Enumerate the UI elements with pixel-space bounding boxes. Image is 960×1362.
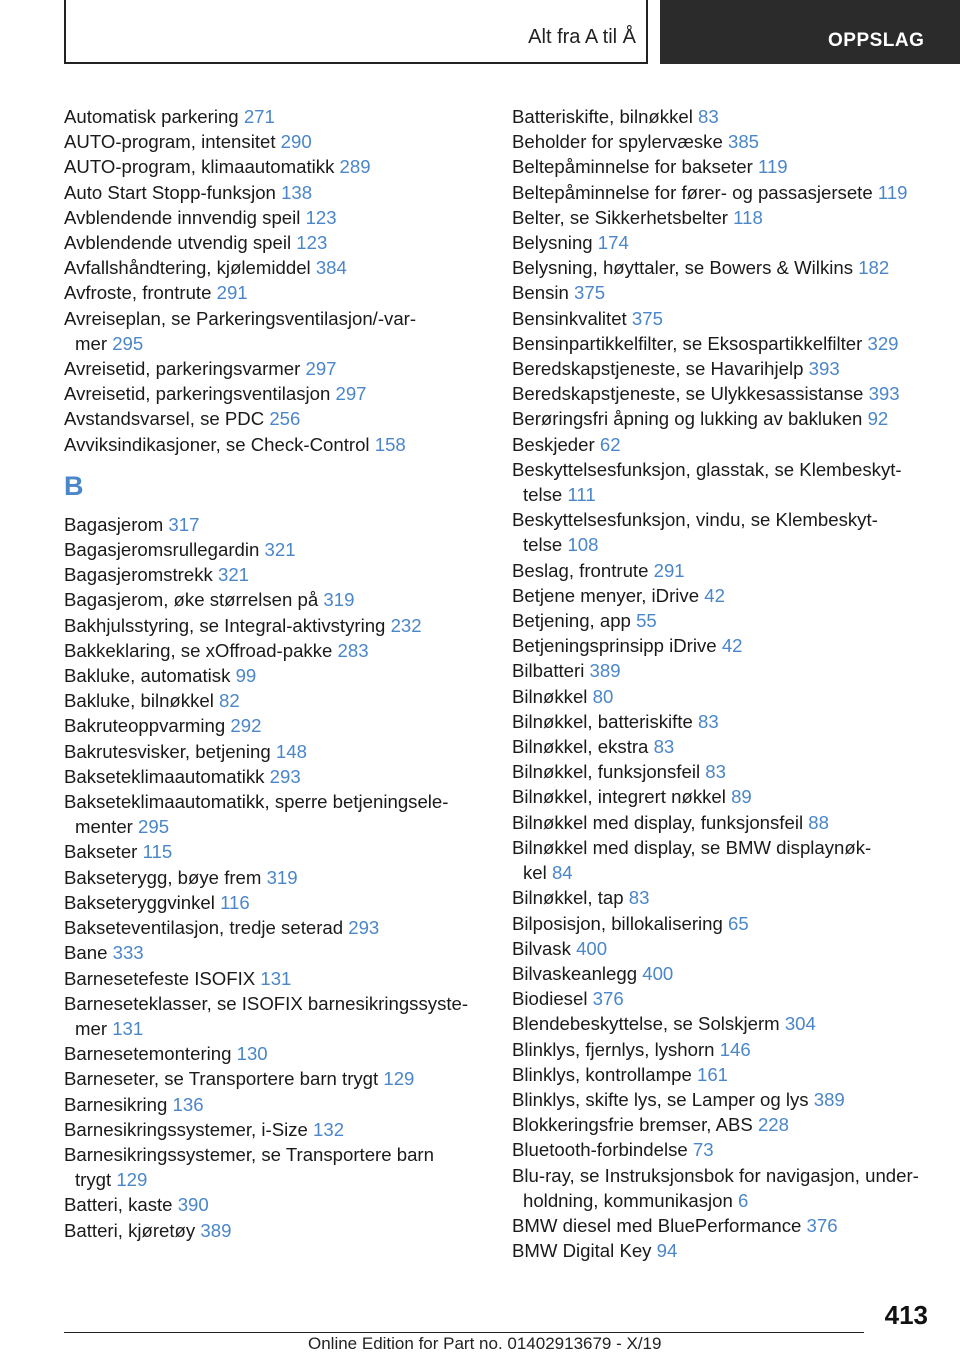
- index-entry-text: Avreisetid, parkeringsvarmer: [64, 358, 301, 380]
- index-column-right: [512, 104, 932, 1263]
- index-entry-text: Avblendende utvendig speil: [64, 232, 292, 254]
- index-entry-text: Bakhjulsstyring, se Integral-aktivstyring: [64, 614, 386, 636]
- index-page-link[interactable]: 132: [313, 1118, 345, 1140]
- index-page-link[interactable]: 123: [305, 206, 337, 228]
- index-page-link[interactable]: 111: [567, 484, 596, 506]
- index-entry-text: Bensinpartikkelfilter, se Eksospartikkelfilter: [512, 332, 863, 354]
- index-entry-text: BMW diesel med BluePerformance: [512, 1214, 802, 1236]
- index-page-link[interactable]: 389: [200, 1219, 232, 1241]
- index-page-link[interactable]: 92: [867, 408, 889, 430]
- index-entry-text: Berøringsfri åpning og lukking av bakluken: [512, 408, 863, 430]
- index-entry-text: Batteri, kjøretøy: [64, 1219, 196, 1241]
- index-entry-text: Betjeningsprinsipp iDrive: [512, 635, 717, 657]
- index-page-link[interactable]: 130: [236, 1043, 268, 1065]
- index-entry: [512, 583, 932, 608]
- index-page-link[interactable]: 115: [142, 841, 173, 863]
- index-entry-text: kel: [523, 862, 547, 884]
- index-page-link[interactable]: 65: [728, 912, 749, 934]
- index-page-link[interactable]: 55: [636, 610, 657, 632]
- index-entry: [512, 1213, 932, 1238]
- index-entry-text: telse: [523, 534, 563, 556]
- index-entry-text: Bagasjerom: [64, 513, 164, 535]
- index-entry: [512, 457, 932, 507]
- index-page-link[interactable]: 292: [230, 715, 262, 737]
- index-entry-text: AUTO-program, klimaautomatikk: [64, 156, 335, 178]
- index-entry: [512, 709, 932, 734]
- index-entry: [64, 966, 484, 991]
- index-entry-text: Bakrutesvisker, betjening: [64, 740, 271, 762]
- index-entry-text: Bilvaskeanlegg: [512, 962, 638, 984]
- index-entry-text: Belysning, høyttaler, se Bowers & Wilkins: [512, 257, 854, 279]
- index-entry: [64, 1041, 484, 1066]
- index-entry: [512, 608, 932, 633]
- index-entry: [64, 280, 484, 305]
- index-page-link[interactable]: 82: [219, 690, 240, 712]
- index-entry-text: Blendebeskyttelse, se Solskjerm: [512, 1013, 780, 1035]
- index-entry-text: Bane: [64, 942, 108, 964]
- index-entry: [64, 764, 484, 789]
- index-entry-text: Avviksindikasjoner, se Check-Control: [64, 433, 370, 455]
- index-entry-text: Bagasjeromsrullegardin: [64, 539, 260, 561]
- index-entry-text: Bakseteventilasjon, tredje seterad: [64, 917, 344, 939]
- index-entry: [64, 180, 484, 205]
- index-entry-text: Bakseteklimaautomatikk: [64, 765, 265, 787]
- index-entry-text: Beholder for spylervæske: [512, 131, 723, 153]
- index-entry-text: Barnesetemontering: [64, 1043, 232, 1065]
- index-entry-text: Avblendende innvendig speil: [64, 206, 301, 228]
- index-entry: [512, 230, 932, 255]
- index-entry-text: Bilnøkkel, funksjonsfeil: [512, 761, 701, 783]
- index-page-link[interactable]: 138: [281, 181, 313, 203]
- index-entry-text: Barneseter, se Transportere barn trygt: [64, 1068, 379, 1090]
- index-entry-text: Bilnøkkel med display, funksjonsfeil: [512, 811, 804, 833]
- index-entry-text: Avreisetid, parkeringsventilasjon: [64, 383, 331, 405]
- index-page-link[interactable]: 289: [339, 156, 371, 178]
- index-page-link[interactable]: 232: [390, 614, 422, 636]
- index-entry-text: Bilnøkkel med display, se BMW displaynøk-: [512, 836, 872, 858]
- index-entry-text: Bakluke, automatisk: [64, 665, 231, 687]
- index-page-link[interactable]: 256: [269, 408, 301, 430]
- index-page-link[interactable]: 393: [808, 358, 840, 380]
- index-page-link[interactable]: 400: [576, 937, 608, 959]
- index-page-link[interactable]: 123: [296, 232, 328, 254]
- index-entry: [64, 739, 484, 764]
- index-entry-text: Beltepåminnelse for fører- og passasjersete: [512, 181, 873, 203]
- index-entry-text: Barnesetefeste ISOFIX: [64, 967, 256, 989]
- index-page-link[interactable]: 297: [335, 383, 367, 405]
- index-entry-text: Bilnøkkel, tap: [512, 887, 624, 909]
- index-page-link[interactable]: 295: [112, 332, 144, 354]
- index-page-link[interactable]: 329: [867, 332, 899, 354]
- index-entry: [64, 512, 484, 537]
- index-page-link[interactable]: 148: [275, 740, 307, 762]
- index-entry: [512, 129, 932, 154]
- index-page-link[interactable]: 146: [719, 1038, 751, 1060]
- index-page-link[interactable]: 400: [642, 962, 674, 984]
- index-page-link[interactable]: 83: [628, 887, 650, 909]
- index-page-link[interactable]: 385: [728, 131, 760, 153]
- index-entry-text: Barneseteklasser, se ISOFIX barnesikringssyste-: [64, 992, 469, 1014]
- index-entry-text: trygt: [75, 1169, 112, 1191]
- index-page-link[interactable]: 88: [808, 811, 829, 833]
- index-entry: [64, 1192, 484, 1217]
- index-entry: [64, 230, 484, 255]
- index-page-link[interactable]: 375: [574, 282, 606, 304]
- index-entry-text: Bagasjeromstrekk: [64, 564, 213, 586]
- index-entry: [64, 562, 484, 587]
- index-page-link[interactable]: 83: [698, 710, 719, 732]
- index-entry-text: Beltepåminnelse for bakseter: [512, 156, 753, 178]
- index-entry-text: AUTO-program, intensitet: [64, 131, 276, 153]
- index-entry: [512, 154, 932, 179]
- index-entry: [64, 865, 484, 890]
- index-entry-text: Avreiseplan, se Parkeringsventilasjon/-var-: [64, 307, 417, 329]
- index-page-link[interactable]: 321: [264, 539, 296, 561]
- index-entry-text: Barnesikringssystemer, se Transportere barn: [64, 1143, 434, 1165]
- index-entry-text: Beslag, frontrute: [512, 559, 649, 581]
- index-entry-text: Blokkeringsfrie bremser, ABS: [512, 1114, 753, 1136]
- index-entry: [512, 381, 932, 406]
- index-page-link[interactable]: 293: [348, 917, 380, 939]
- index-entry-text: Batteriskifte, bilnøkkel: [512, 106, 693, 127]
- index-page-link[interactable]: 99: [235, 665, 257, 687]
- index-entry-text: Bilbatteri: [512, 660, 585, 682]
- index-page-link[interactable]: 116: [220, 891, 250, 913]
- index-page-link[interactable]: 376: [592, 988, 624, 1010]
- index-page-link[interactable]: 42: [704, 584, 725, 606]
- index-entry: [64, 613, 484, 638]
- index-entry-text: Bakruteoppvarming: [64, 715, 226, 737]
- index-entry: [64, 406, 484, 431]
- index-page-link[interactable]: 390: [177, 1194, 209, 1216]
- index-page-link[interactable]: 297: [305, 358, 337, 380]
- index-entry-text: Beskyttelsesfunksjon, glasstak, se Klembeskyt-: [512, 458, 902, 480]
- page-number: 413: [884, 1300, 928, 1330]
- index-entry: [64, 537, 484, 562]
- index-entry: [512, 835, 932, 885]
- index-entry-text: Bilvask: [512, 937, 571, 959]
- index-page-link[interactable]: 129: [383, 1068, 415, 1090]
- index-page-link[interactable]: 304: [784, 1013, 816, 1035]
- index-page-link[interactable]: 108: [567, 534, 599, 556]
- index-page-link[interactable]: 80: [592, 685, 614, 707]
- index-entry-text: Beredskapstjeneste, se Havarihjelp: [512, 358, 804, 380]
- index-page-link[interactable]: 389: [589, 660, 621, 682]
- index-entry: [512, 507, 932, 557]
- index-entry: [64, 104, 484, 129]
- index-entry: [512, 784, 932, 809]
- index-entry: [64, 432, 484, 457]
- index-entry-text: Bilposisjon, billokalisering: [512, 912, 723, 934]
- index-page-link[interactable]: 317: [168, 513, 200, 535]
- index-entry: [64, 381, 484, 406]
- index-page-link[interactable]: 333: [112, 942, 144, 964]
- index-entry: [512, 1112, 932, 1137]
- index-entry: [512, 986, 932, 1011]
- index-page-link[interactable]: 83: [705, 761, 726, 783]
- index-page-link[interactable]: 321: [217, 564, 250, 586]
- index-page-link[interactable]: 118: [733, 206, 763, 228]
- index-page-link[interactable]: 83: [653, 736, 675, 758]
- index-entry-text: Bagasjerom, øke størrelsen på: [64, 589, 319, 611]
- index-entry-text: Auto Start Stopp-funksjon: [64, 181, 276, 203]
- index-entry-text: Bakseterygg, bøye frem: [64, 866, 262, 888]
- index-entry: [64, 255, 484, 280]
- index-page-link[interactable]: 376: [806, 1214, 838, 1236]
- index-entry: [512, 759, 932, 784]
- index-entry: [64, 205, 484, 230]
- index-page-link[interactable]: 119: [758, 156, 788, 178]
- index-entry-text: Betjening, app: [512, 610, 631, 632]
- index-entry-text: Barnesikringssystemer, i-Size: [64, 1118, 308, 1140]
- index-page-link[interactable]: 384: [315, 257, 347, 279]
- index-page-link[interactable]: 293: [269, 765, 301, 787]
- chapter-tab-label: OPPSLAG: [828, 30, 925, 51]
- index-entry: [512, 734, 932, 759]
- index-column-left: [64, 104, 484, 1243]
- index-page-link[interactable]: 290: [280, 131, 312, 153]
- index-entry: [64, 587, 484, 612]
- index-page-link[interactable]: 228: [757, 1114, 789, 1136]
- index-entry-text: Automatisk parkering: [64, 106, 239, 127]
- index-entry: [64, 1117, 484, 1142]
- index-page-link[interactable]: 375: [631, 307, 663, 329]
- index-entry: [512, 406, 932, 431]
- index-page-link[interactable]: 89: [731, 786, 752, 808]
- section-title: Alt fra A til Å: [528, 26, 636, 48]
- index-entry: [512, 658, 932, 683]
- index-page-link[interactable]: 131: [260, 967, 292, 989]
- index-page-link[interactable]: 158: [374, 433, 406, 455]
- index-entry: [512, 356, 932, 381]
- index-entry: [512, 1137, 932, 1162]
- index-page-link[interactable]: 161: [696, 1063, 729, 1085]
- index-letter-heading: B: [64, 470, 84, 501]
- index-page-link[interactable]: 83: [698, 106, 719, 127]
- header-section-box: [64, 0, 648, 64]
- index-entry: [512, 633, 932, 658]
- index-page-link[interactable]: 291: [216, 282, 248, 304]
- index-entry-text: Biodiesel: [512, 988, 588, 1010]
- index-entry: [64, 940, 484, 965]
- index-entry: [64, 1066, 484, 1091]
- index-page-link[interactable]: 319: [323, 589, 355, 611]
- index-entry-text: Belysning: [512, 232, 593, 254]
- index-page-link[interactable]: 6: [738, 1189, 749, 1211]
- index-entry: [512, 911, 932, 936]
- index-entry-text: Batteri, kaste: [64, 1194, 173, 1216]
- index-entry-text: menter: [75, 816, 133, 838]
- index-entry: [64, 789, 484, 839]
- index-entry-text: holdning, kommunikasjon: [523, 1189, 733, 1211]
- index-entry: [64, 713, 484, 738]
- index-entry: [64, 1142, 484, 1192]
- index-entry: [64, 915, 484, 940]
- index-page-link[interactable]: 283: [337, 639, 369, 661]
- index-page-link[interactable]: 174: [597, 232, 629, 254]
- index-page-link[interactable]: 73: [692, 1139, 714, 1161]
- index-entry-text: Bakluke, bilnøkkel: [64, 690, 214, 712]
- index-entry: [512, 280, 932, 305]
- index-entry: [64, 688, 484, 713]
- index-page-link[interactable]: 84: [551, 862, 573, 884]
- index-page-link[interactable]: 271: [243, 106, 275, 127]
- index-entry: [512, 558, 932, 583]
- index-entry-text: mer: [75, 332, 108, 354]
- index-page-link[interactable]: 291: [653, 559, 685, 581]
- index-entry-text: Blinklys, fjernlys, lyshorn: [512, 1038, 715, 1060]
- index-entry: [64, 991, 484, 1041]
- index-entry-text: Betjene menyer, iDrive: [512, 584, 700, 606]
- index-entry: [64, 306, 484, 356]
- index-entry: [512, 1011, 932, 1036]
- index-entry-text: Barnesikring: [64, 1093, 168, 1115]
- index-entry: [512, 885, 932, 910]
- index-page-link[interactable]: 393: [868, 383, 900, 405]
- index-entry: [64, 890, 484, 915]
- index-entry-text: Bilnøkkel, batteriskifte: [512, 710, 693, 732]
- index-entry: [64, 129, 484, 154]
- index-entry-text: Bakkeklaring, se xOffroad-pakke: [64, 639, 333, 661]
- index-entry: [512, 684, 932, 709]
- index-entry-text: Bilnøkkel, integrert nøkkel: [512, 786, 726, 808]
- index-entry-text: mer: [75, 1017, 108, 1039]
- index-entry-text: Avstandsvarsel, se PDC: [64, 408, 265, 430]
- index-entry: [512, 1238, 932, 1263]
- index-page-link[interactable]: 42: [721, 635, 743, 657]
- index-entry-text: Bakseteryggvinkel: [64, 891, 215, 913]
- chapter-tab: [660, 0, 960, 64]
- index-entry: [512, 180, 932, 205]
- index-page-link[interactable]: 389: [813, 1088, 845, 1110]
- index-entry: [64, 663, 484, 688]
- footer-divider: [64, 1332, 864, 1333]
- index-entry: [512, 810, 932, 835]
- index-entry: [64, 154, 484, 179]
- index-entry: [512, 961, 932, 986]
- index-entry: [512, 432, 932, 457]
- index-entry: [512, 936, 932, 961]
- index-entry: [512, 1037, 932, 1062]
- index-entry: [64, 839, 484, 864]
- index-page-link[interactable]: 295: [138, 816, 170, 838]
- index-entry-text: Blu-ray, se Instruksjonsbok for navigasjon, under-: [512, 1164, 919, 1186]
- index-entry-text: Blinklys, kontrollampe: [512, 1063, 692, 1085]
- index-entry: [512, 1087, 932, 1112]
- footer-edition: Online Edition for Part no. 01402913679 - X/19: [308, 1334, 662, 1353]
- index-page-link[interactable]: 131: [112, 1017, 144, 1039]
- index-entry-text: Avfroste, frontrute: [64, 282, 212, 304]
- index-entry-text: Beskyttelsesfunksjon, vindu, se Klembeskyt-: [512, 509, 878, 531]
- index-entry-text: telse: [523, 484, 563, 506]
- index-page-link[interactable]: 119: [877, 181, 908, 203]
- index-entry: [64, 356, 484, 381]
- index-entry: [64, 1092, 484, 1117]
- index-entry: [512, 1163, 932, 1213]
- index-entry: [512, 1062, 932, 1087]
- index-entry: [512, 331, 932, 356]
- index-entry: [512, 205, 932, 230]
- index-entry-text: Bilnøkkel: [512, 685, 588, 707]
- index-entry-text: Bilnøkkel, ekstra: [512, 736, 649, 758]
- index-page-link[interactable]: 319: [266, 866, 298, 888]
- index-entry-text: Avfallshåndtering, kjølemiddel: [64, 257, 311, 279]
- index-entry: [64, 638, 484, 663]
- index-page-link[interactable]: 136: [172, 1093, 204, 1115]
- index-entry-text: BMW Digital Key: [512, 1240, 652, 1262]
- index-entry-text: Bakseteklimaautomatikk, sperre betjeningsele-: [64, 791, 449, 813]
- index-entry-text: Beredskapstjeneste, se Ulykkesassistanse: [512, 383, 864, 405]
- index-page-link[interactable]: 182: [858, 257, 890, 279]
- index-entry-text: Blinklys, skifte lys, se Lamper og lys: [512, 1088, 809, 1110]
- index-entry: [512, 255, 932, 280]
- index-entry: [64, 1218, 484, 1243]
- index-entry-text: Beskjeder: [512, 433, 595, 455]
- index-entry-text: Bensin: [512, 282, 569, 304]
- index-entry-text: Bakseter: [64, 841, 138, 863]
- index-page-link[interactable]: 94: [656, 1240, 678, 1262]
- index-entry: [512, 306, 932, 331]
- index-page-link[interactable]: 129: [116, 1169, 148, 1191]
- index-entry-text: Bluetooth-forbindelse: [512, 1139, 688, 1161]
- index-page-link[interactable]: 62: [599, 433, 621, 455]
- index-entry: [512, 104, 932, 129]
- index-entry-text: Belter, se Sikkerhetsbelter: [512, 206, 728, 228]
- index-entry-text: Bensinkvalitet: [512, 307, 627, 329]
